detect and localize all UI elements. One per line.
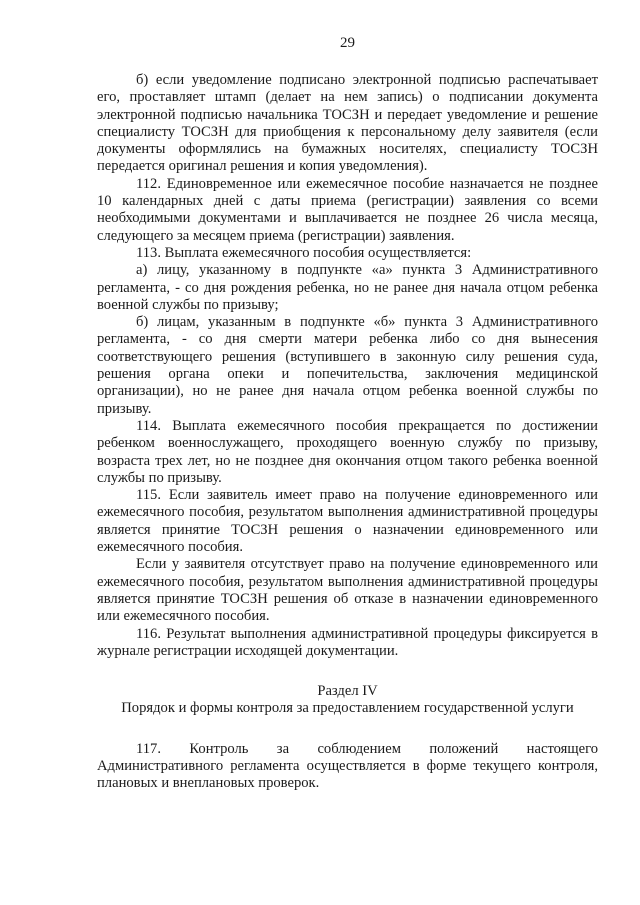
page-number: 29 xyxy=(340,35,355,51)
section-body xyxy=(97,741,598,793)
paragraph-112: 112. Единовременное или ежемесячное пособие назначается не позднее 10 календарных дней с даты приема (регистрации) заявления со всеми необходимыми документами и выплачивается не позднее 26 числа месяца, следующего за месяцем приема (регистрации) заявления. xyxy=(97,175,598,244)
document-body xyxy=(97,72,598,660)
paragraph-113: 113. Выплата ежемесячного пособия осуществляется: xyxy=(136,244,472,261)
paragraph-115-refusal: Если у заявителя отсутствует право на получение единовременного или ежемесячного пособия, результатом выполнения административной процедуры является принятие ТОСЗН решения об отказе в назначении единовременного или ежемесячного пособия. xyxy=(97,556,598,625)
section-label: Раздел IV xyxy=(317,683,378,700)
paragraph-116: 116. Результат выполнения административной процедуры фиксируется в журнале регистрации исходящей документации. xyxy=(97,625,598,659)
paragraph-114: 114. Выплата ежемесячного пособия прекращается по достижении ребенком военнослужащего, проходящего военную службу по призыву, возраста трех лет, но не позднее дня окончания отцом такого ребенка военной службы по призыву. xyxy=(97,417,598,486)
paragraph-113-a: а) лицу, указанному в подпункте «а» пункта 3 Административного регламента, - со дня рождения ребенка, но не ранее дня начала отцом ребенка военной службы по призыву; xyxy=(97,262,598,313)
paragraph-115: 115. Если заявитель имеет право на получение единовременного или ежемесячного пособия, результатом выполнения административной процедуры является принятие ТОСЗН решения о назначении единовременного или ежемесячного пособия. xyxy=(97,487,598,556)
paragraph-113-b: б) лицам, указанным в подпункте «б» пункта 3 Административного регламента, - со дня смерти матери ребенка либо со дня вынесения соответствующего решения (вступившего в законную силу решения суда, решения органа опеки и попечительства, заключения медицинской организации), но не ранее дня начала отцом ребенка военной службы по призыву. xyxy=(97,314,598,417)
section-heading xyxy=(97,683,598,718)
paragraph-117: 117. Контроль за соблюдением положений настоящего Административного регламента осуществляется в форме текущего контроля, плановых и внеплановых проверок. xyxy=(97,740,598,792)
section-title: Порядок и формы контроля за предоставлением государственной услуги xyxy=(121,700,574,717)
paragraph-111-b: б) если уведомление подписано электронной подписью распечатывает его, проставляет штамп (делает на нем запись) о подписании документа электронной подписью начальника ТОСЗН и передает уведомление и решение специалисту ТОСЗН для приобщения к персональному делу заявителя (если документы оформлялись на бумажных носителях, специалисту ТОСЗН передается оригинал решения и копия уведомления). xyxy=(97,72,598,175)
